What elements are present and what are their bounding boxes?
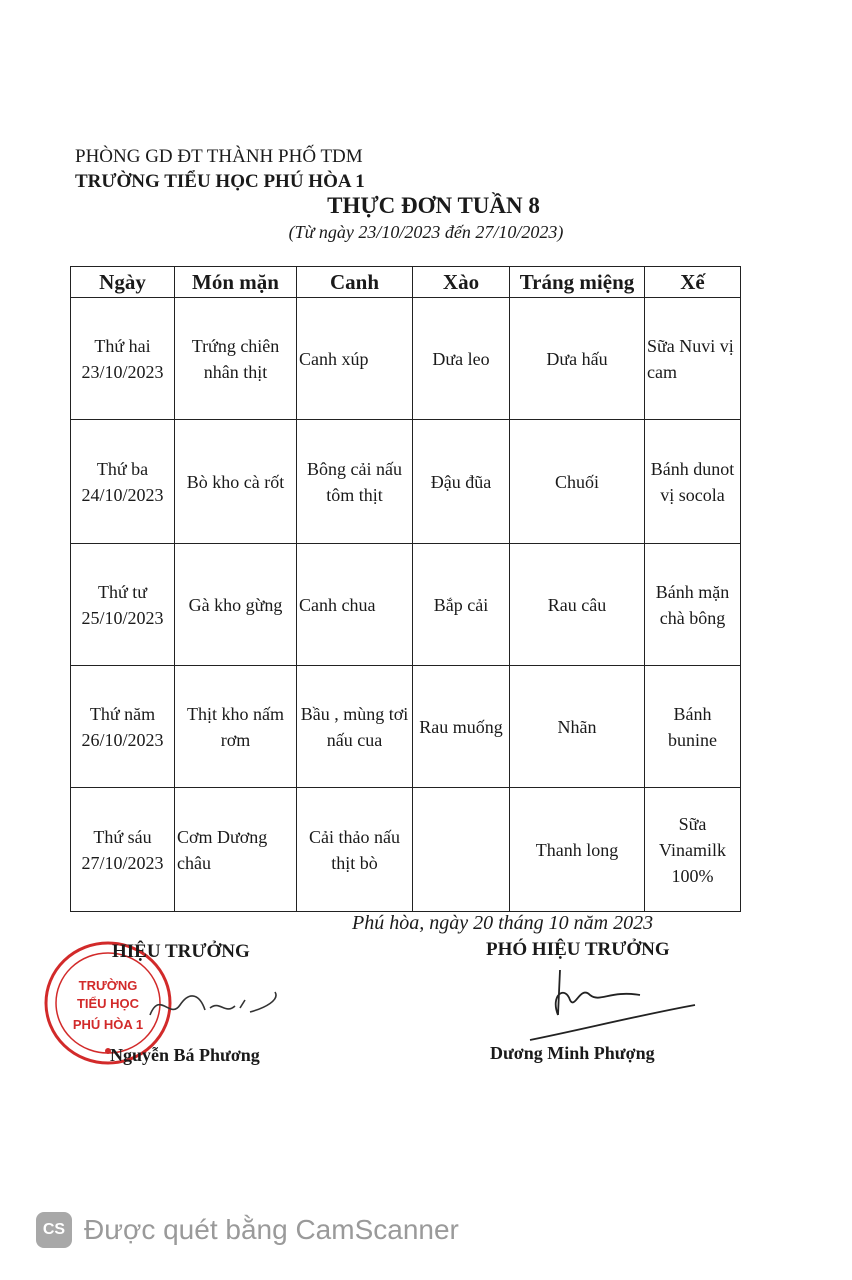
watermark-text: Được quét bằng CamScanner bbox=[84, 1214, 459, 1245]
soup-cell: Bông cải nấu tôm thịt bbox=[297, 420, 413, 544]
day-cell bbox=[71, 544, 175, 666]
snack-cell: Bánh mặn chà bông bbox=[645, 544, 741, 666]
place-and-date: Phú hòa, ngày 20 tháng 10 năm 2023 bbox=[352, 912, 654, 934]
header-soup: Canh bbox=[297, 267, 413, 298]
day-cell bbox=[71, 298, 175, 420]
main-dish-cell: Trứng chiên nhân thịt bbox=[175, 298, 297, 420]
soup-cell: Canh chua bbox=[297, 544, 413, 666]
menu-table bbox=[70, 266, 741, 912]
day-date: 26/10/2023 bbox=[81, 729, 164, 750]
table-row bbox=[71, 298, 741, 420]
day-date: 25/10/2023 bbox=[81, 607, 164, 628]
department-name: PHÒNG GD ĐT THÀNH PHỐ TDM bbox=[75, 146, 363, 167]
header-day: Ngày bbox=[71, 267, 175, 298]
seal-line-1: TRƯỜNG bbox=[78, 978, 138, 993]
day-name: Thứ sáu bbox=[93, 826, 152, 847]
stir-fry-cell: Bắp cải bbox=[413, 544, 510, 666]
camscanner-logo: CS bbox=[36, 1212, 72, 1248]
day-name: Thứ ba bbox=[96, 458, 149, 479]
soup-cell: Bầu , mùng tơi nấu cua bbox=[297, 666, 413, 788]
header-snack: Xế bbox=[645, 267, 741, 298]
dessert-cell: Chuối bbox=[510, 420, 645, 544]
day-name: Thứ hai bbox=[94, 335, 151, 356]
principal-signature bbox=[140, 980, 290, 1040]
document-title: THỰC ĐƠN TUẦN 8 bbox=[327, 193, 540, 218]
soup-cell: Cải thảo nấu thịt bò bbox=[297, 788, 413, 912]
camscanner-watermark bbox=[36, 1212, 459, 1248]
principal-name: Nguyễn Bá Phương bbox=[110, 1045, 260, 1065]
dessert-cell: Rau câu bbox=[510, 544, 645, 666]
day-cell bbox=[71, 788, 175, 912]
stir-fry-cell: Đậu đũa bbox=[413, 420, 510, 544]
vice-principal-title: PHÓ HIỆU TRƯỞNG bbox=[486, 939, 670, 960]
dessert-cell: Thanh long bbox=[510, 788, 645, 912]
soup-cell: Canh xúp bbox=[297, 298, 413, 420]
vice-principal-name: Dương Minh Phượng bbox=[490, 1043, 655, 1063]
day-cell bbox=[71, 420, 175, 544]
day-date: 24/10/2023 bbox=[81, 484, 164, 505]
table-row bbox=[71, 544, 741, 666]
main-dish-cell: Bò kho cà rốt bbox=[175, 420, 297, 544]
snack-cell: Bánh bunine bbox=[645, 666, 741, 788]
vice-principal-signature bbox=[520, 965, 700, 1045]
day-name: Thứ tư bbox=[97, 581, 147, 602]
stir-fry-cell bbox=[413, 788, 510, 912]
header-stir-fry: Xào bbox=[413, 267, 510, 298]
dessert-cell: Nhãn bbox=[510, 666, 645, 788]
date-range: (Từ ngày 23/10/2023 đến 27/10/2023) bbox=[288, 222, 564, 242]
table-row bbox=[71, 420, 741, 544]
stir-fry-cell: Rau muống bbox=[413, 666, 510, 788]
main-dish-cell: Gà kho gừng bbox=[175, 544, 297, 666]
table-header-row bbox=[71, 267, 741, 298]
snack-cell: Bánh dunot vị socola bbox=[645, 420, 741, 544]
table-row bbox=[71, 788, 741, 912]
header-main-dish: Món mặn bbox=[175, 267, 297, 298]
stir-fry-cell: Dưa leo bbox=[413, 298, 510, 420]
principal-title: HIỆU TRƯỞNG bbox=[112, 941, 250, 962]
header-dessert: Tráng miệng bbox=[510, 267, 645, 298]
dessert-cell: Dưa hấu bbox=[510, 298, 645, 420]
seal-line-2: TIỂU HỌC bbox=[76, 996, 140, 1011]
snack-cell: Sữa Vinamilk 100% bbox=[645, 788, 741, 912]
seal-line-3: PHÚ HÒA 1 bbox=[72, 1017, 144, 1032]
day-name: Thứ năm bbox=[89, 703, 156, 724]
day-cell bbox=[71, 666, 175, 788]
main-dish-cell: Cơm Dương châu bbox=[175, 788, 297, 912]
main-dish-cell: Thịt kho nấm rơm bbox=[175, 666, 297, 788]
day-date: 23/10/2023 bbox=[81, 361, 164, 382]
day-date: 27/10/2023 bbox=[81, 852, 164, 873]
snack-cell: Sữa Nuvi vị cam bbox=[645, 298, 741, 420]
school-name: TRƯỜNG TIỂU HỌC PHÚ HÒA 1 bbox=[75, 171, 365, 192]
table-row bbox=[71, 666, 741, 788]
